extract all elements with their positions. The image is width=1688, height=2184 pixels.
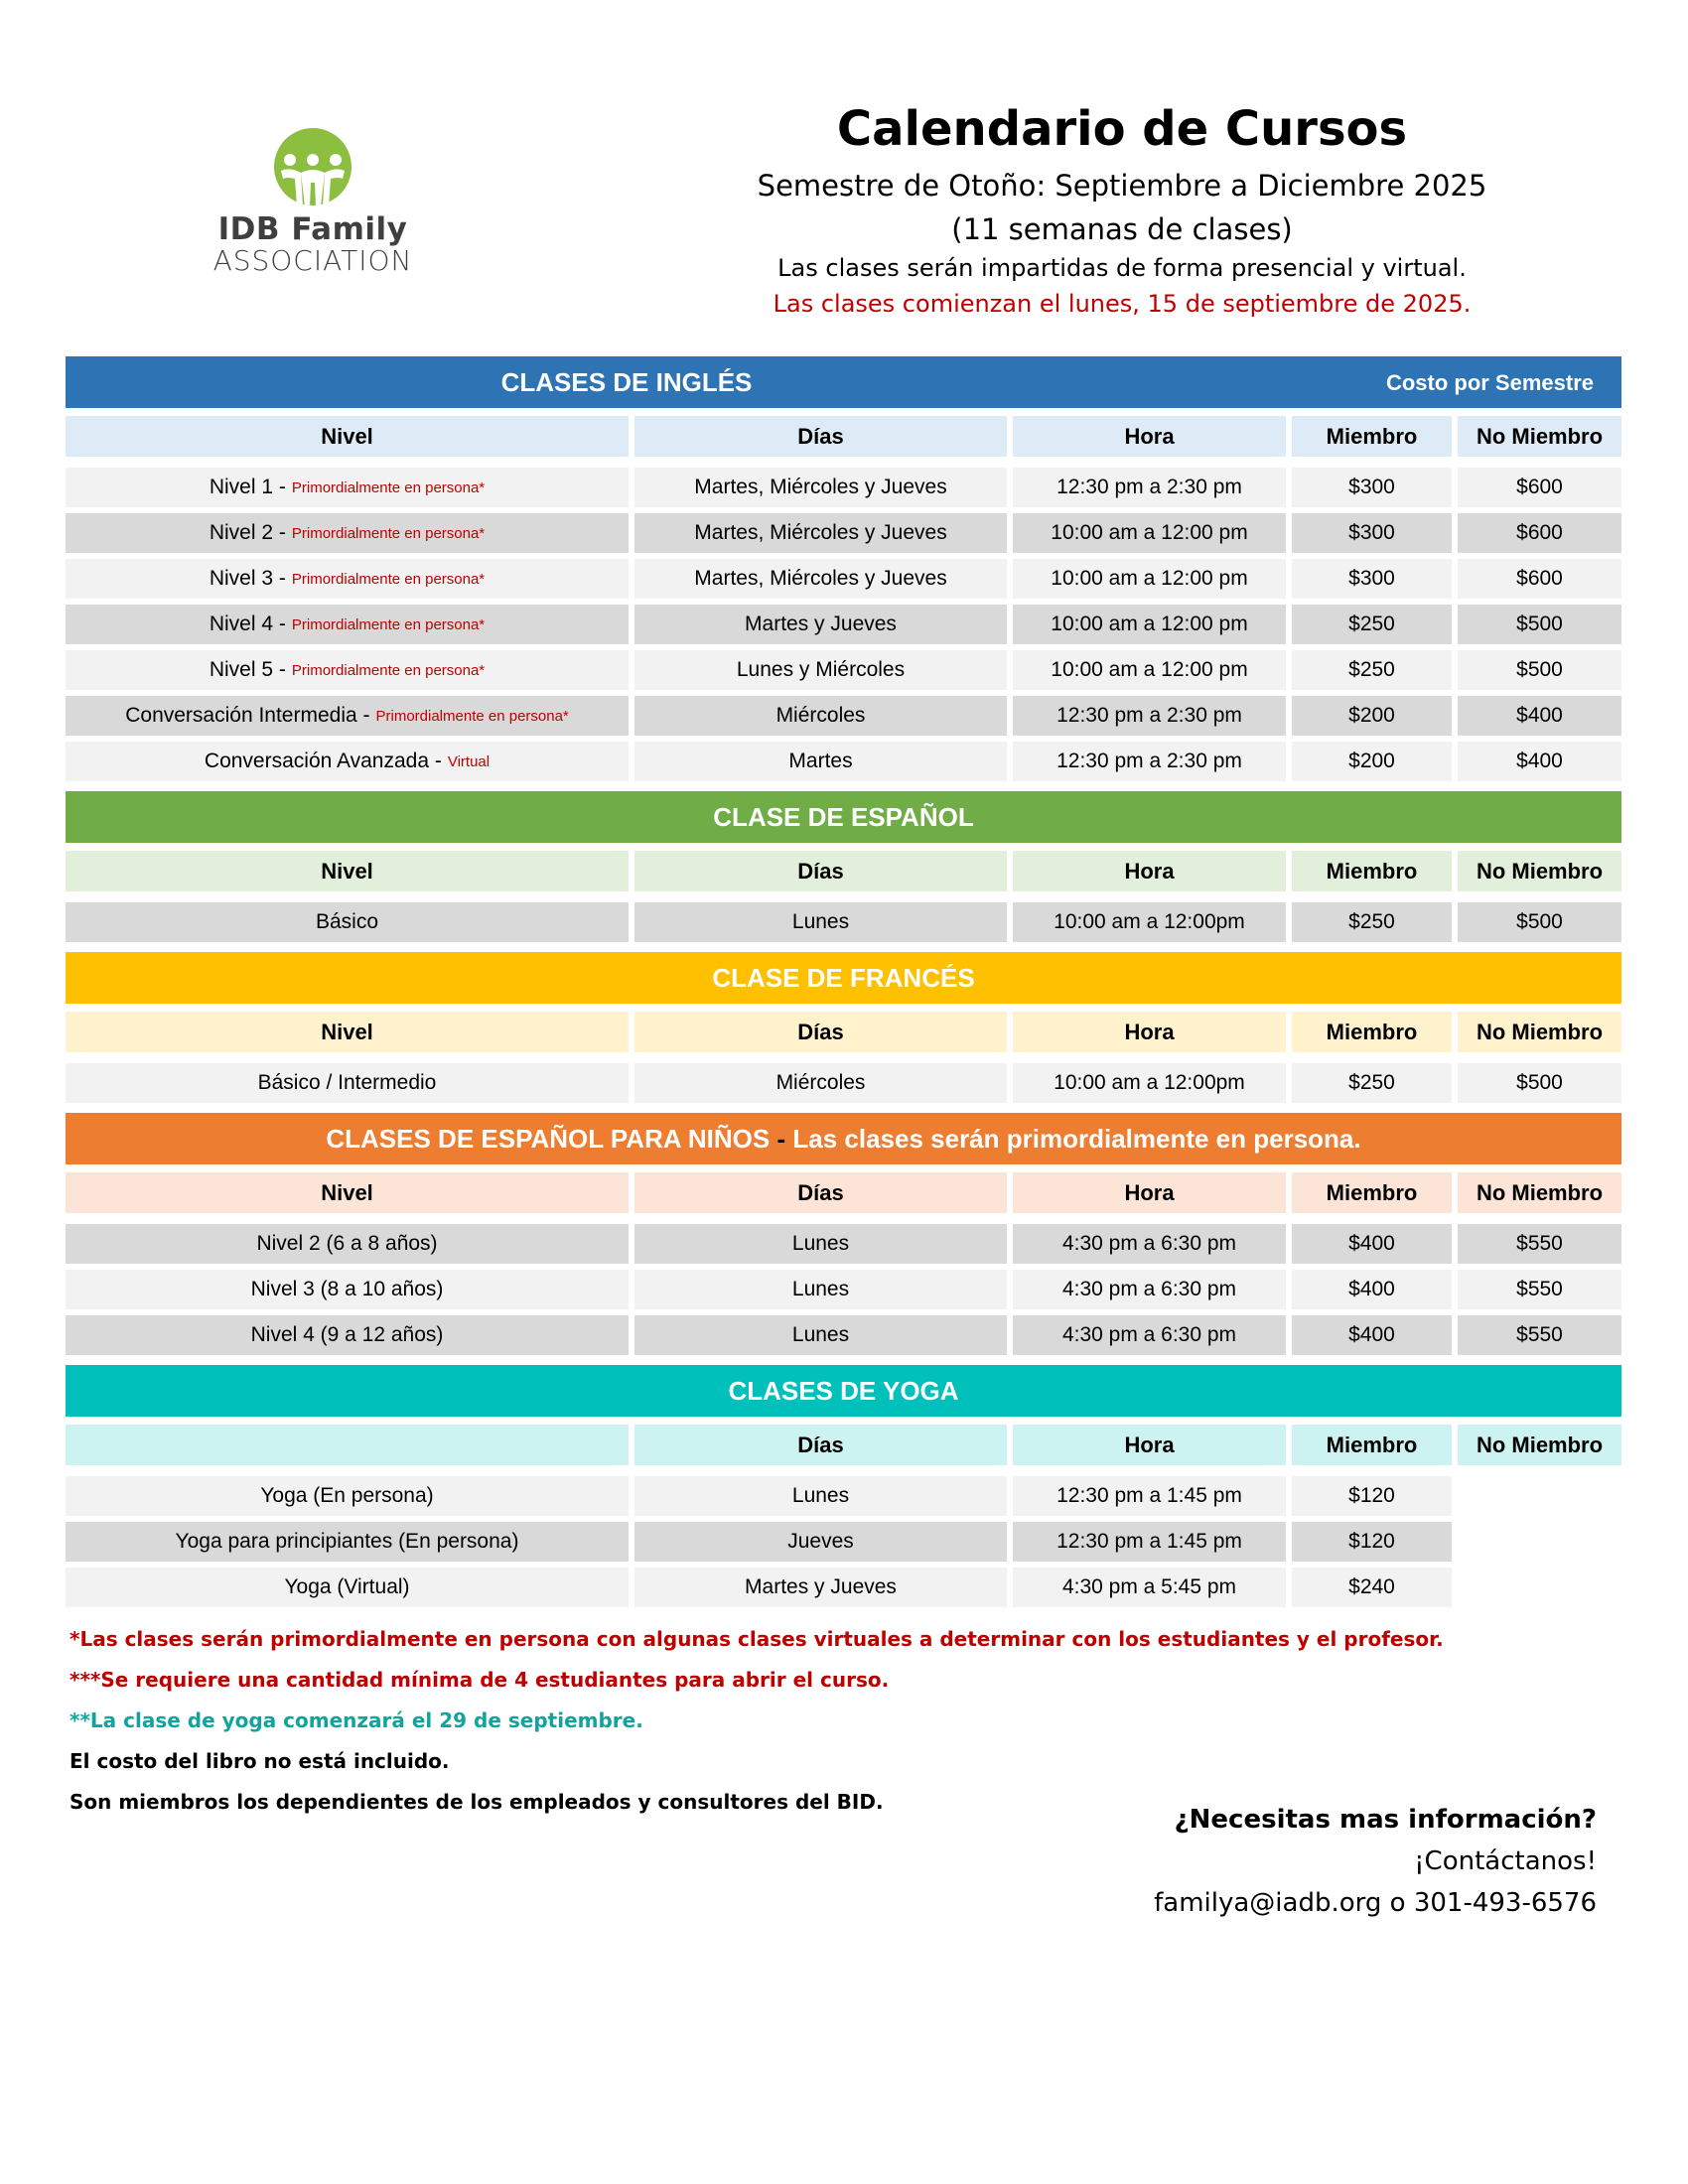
cell-no-miembro: $400: [1458, 696, 1621, 736]
modality-note: Primordialmente en persona*: [291, 615, 486, 633]
page-title: Calendario de Cursos: [836, 101, 1408, 157]
column-headers: [66, 1172, 1621, 1213]
level-name: Básico: [315, 910, 379, 933]
cell-no-miembro: $600: [1458, 468, 1621, 507]
col-hora: Hora: [1013, 1172, 1286, 1213]
section-title: CLASES DE INGLÉS: [500, 366, 753, 397]
cell-dias: Miércoles: [634, 1063, 1007, 1103]
semester-label: Semestre de Otoño: Septiembre a Diciembre 2025: [757, 169, 1487, 203]
cell-miembro: $240: [1292, 1568, 1452, 1607]
cell-hora: 12:30 pm a 2:30 pm: [1013, 742, 1286, 781]
cell-dias: Martes: [634, 742, 1007, 781]
cell-nivel: [66, 468, 629, 507]
cell-miembro: $300: [1292, 513, 1452, 553]
col-nivel: Nivel: [66, 1172, 629, 1213]
note-book-cost: El costo del libro no está incluido.: [70, 1749, 450, 1773]
table-row: [66, 650, 1621, 690]
cell-hora: 4:30 pm a 6:30 pm: [1013, 1270, 1286, 1309]
level-name: Nivel 3 -: [209, 567, 286, 590]
col-miembro: Miembro: [1292, 1425, 1452, 1465]
contact-cta: ¡Contáctanos!: [1414, 1846, 1597, 1876]
cell-nivel: [66, 1224, 629, 1264]
col-miembro: Miembro: [1292, 416, 1452, 457]
cell-miembro: $120: [1292, 1522, 1452, 1562]
table-row: [66, 696, 1621, 736]
cell-miembro: $300: [1292, 468, 1452, 507]
cell-no-miembro: [1458, 1522, 1621, 1562]
cell-dias: Lunes: [634, 1315, 1007, 1355]
section-header-yoga: [66, 1365, 1621, 1417]
table-row: [66, 1315, 1621, 1355]
section-title: CLASE DE FRANCÉS: [712, 962, 975, 993]
table-row: [66, 468, 1621, 507]
table-row: [66, 1270, 1621, 1309]
cell-no-miembro: $600: [1458, 513, 1621, 553]
cell-hora: 10:00 am a 12:00 pm: [1013, 605, 1286, 644]
level-name: Nivel 2 -: [209, 521, 286, 544]
cell-nivel: [66, 742, 629, 781]
level-name: Nivel 5 -: [209, 658, 286, 681]
note-yoga-start: **La clase de yoga comenzará el 29 de septiembre.: [70, 1708, 643, 1732]
logo-subtitle: ASSOCIATION: [212, 244, 413, 277]
col-hora: Hora: [1013, 1425, 1286, 1465]
modality-label: Las clases serán impartidas de forma presencial y virtual.: [777, 254, 1467, 282]
table-row: [66, 1522, 1621, 1562]
col-nivel: Nivel: [66, 416, 629, 457]
col-hora: Hora: [1013, 416, 1286, 457]
col-miembro: Miembro: [1292, 1172, 1452, 1213]
cell-no-miembro: [1458, 1568, 1621, 1607]
col-dias: Días: [634, 1172, 1007, 1213]
col-miembro: Miembro: [1292, 851, 1452, 891]
cell-hora: 10:00 am a 12:00 pm: [1013, 513, 1286, 553]
cell-no-miembro: $600: [1458, 559, 1621, 599]
column-headers: [66, 1012, 1621, 1052]
table-row: [66, 1476, 1621, 1516]
contact-block: [1154, 1805, 1597, 1930]
cell-nivel: [66, 1476, 629, 1516]
col-hora: Hora: [1013, 1012, 1286, 1052]
cell-no-miembro: $500: [1458, 1063, 1621, 1103]
cell-miembro: $400: [1292, 1315, 1452, 1355]
cell-dias: Lunes: [634, 1224, 1007, 1264]
cell-miembro: $200: [1292, 696, 1452, 736]
cell-hora: 10:00 am a 12:00pm: [1013, 902, 1286, 942]
cell-no-miembro: [1458, 1476, 1621, 1516]
col-nivel-empty: [66, 1425, 629, 1465]
col-nivel: Nivel: [66, 851, 629, 891]
cell-miembro: $400: [1292, 1224, 1452, 1264]
note-members: Son miembros los dependientes de los empleados y consultores del BID.: [70, 1790, 884, 1814]
cell-nivel: [66, 650, 629, 690]
cell-hora: 4:30 pm a 6:30 pm: [1013, 1315, 1286, 1355]
level-name: Nivel 4 -: [209, 613, 286, 635]
cell-hora: 4:30 pm a 5:45 pm: [1013, 1568, 1286, 1607]
modality-note: Primordialmente en persona*: [291, 524, 486, 542]
column-headers: [66, 416, 1621, 457]
cell-nivel: [66, 1315, 629, 1355]
table-row: [66, 513, 1621, 553]
cell-dias: Lunes: [634, 1270, 1007, 1309]
section-header-espanol: [66, 791, 1621, 843]
cell-hora: 10:00 am a 12:00 pm: [1013, 559, 1286, 599]
level-name: Básico / Intermedio: [257, 1071, 437, 1094]
cell-no-miembro: $500: [1458, 650, 1621, 690]
cell-miembro: $250: [1292, 1063, 1452, 1103]
level-name: Yoga (En persona): [260, 1484, 434, 1507]
modality-note: Primordialmente en persona*: [375, 707, 569, 725]
col-dias: Días: [634, 416, 1007, 457]
cell-dias: Lunes: [634, 1476, 1007, 1516]
cell-miembro: $250: [1292, 650, 1452, 690]
cell-hora: 10:00 am a 12:00pm: [1013, 1063, 1286, 1103]
cell-hora: 12:30 pm a 2:30 pm: [1013, 468, 1286, 507]
cell-nivel: [66, 902, 629, 942]
column-headers: [66, 1425, 1621, 1465]
table-row: [66, 1063, 1621, 1103]
cell-nivel: [66, 696, 629, 736]
cell-hora: 10:00 am a 12:00 pm: [1013, 650, 1286, 690]
start-date-label: Las clases comienzan el lunes, 15 de septiembre de 2025.: [773, 290, 1472, 318]
cell-no-miembro: $550: [1458, 1315, 1621, 1355]
weeks-label: (11 semanas de clases): [951, 212, 1293, 246]
contact-details[interactable]: familya@iadb.org o 301-493-6576: [1154, 1888, 1597, 1918]
cell-dias: Miércoles: [634, 696, 1007, 736]
section-header-ninos: [66, 1113, 1621, 1164]
cell-miembro: $300: [1292, 559, 1452, 599]
cell-dias: Martes y Jueves: [634, 1568, 1007, 1607]
col-hora: Hora: [1013, 851, 1286, 891]
cell-nivel: [66, 513, 629, 553]
cell-miembro: $120: [1292, 1476, 1452, 1516]
cell-hora: 12:30 pm a 1:45 pm: [1013, 1476, 1286, 1516]
cell-dias: Martes, Miércoles y Jueves: [634, 513, 1007, 553]
level-name: Nivel 3 (8 a 10 años): [250, 1278, 444, 1300]
table-row: [66, 605, 1621, 644]
col-no-miembro: No Miembro: [1458, 1172, 1621, 1213]
table-row: [66, 902, 1621, 942]
cell-nivel: [66, 1063, 629, 1103]
cell-dias: Lunes: [634, 902, 1007, 942]
col-miembro: Miembro: [1292, 1012, 1452, 1052]
cell-nivel: [66, 1270, 629, 1309]
cell-nivel: [66, 1522, 629, 1562]
cell-no-miembro: $550: [1458, 1270, 1621, 1309]
contact-question: ¿Necesitas mas información?: [1174, 1805, 1597, 1835]
table-row: [66, 1224, 1621, 1264]
section-subtitle: Las clases serán primordialmente en persona.: [792, 1123, 1361, 1154]
cell-miembro: $250: [1292, 605, 1452, 644]
note-in-person: *Las clases serán primordialmente en persona con algunas clases virtuales a determinar con los estudiantes y el profesor.: [70, 1627, 1444, 1651]
footnotes: [70, 1624, 1444, 1828]
cell-nivel: [66, 1568, 629, 1607]
cell-miembro: $200: [1292, 742, 1452, 781]
idb-family-logo: [199, 127, 427, 276]
cell-dias: Martes, Miércoles y Jueves: [634, 559, 1007, 599]
modality-note: Primordialmente en persona*: [291, 661, 486, 679]
col-no-miembro: No Miembro: [1458, 851, 1621, 891]
cell-dias: Lunes y Miércoles: [634, 650, 1007, 690]
cell-dias: Martes, Miércoles y Jueves: [634, 468, 1007, 507]
logo-title: IDB Family: [217, 211, 408, 247]
cell-hora: 12:30 pm a 1:45 pm: [1013, 1522, 1286, 1562]
cell-dias: Jueves: [634, 1522, 1007, 1562]
cell-hora: 12:30 pm a 2:30 pm: [1013, 696, 1286, 736]
cell-no-miembro: $500: [1458, 902, 1621, 942]
course-tables: [66, 356, 1621, 1607]
section-header-ingles: [66, 356, 1621, 408]
section-header-frances: [66, 952, 1621, 1004]
table-row: [66, 1568, 1621, 1607]
level-name: Yoga (Virtual): [284, 1575, 410, 1598]
col-no-miembro: No Miembro: [1458, 1012, 1621, 1052]
section-title: CLASES DE ESPAÑOL PARA NIÑOS: [326, 1123, 771, 1154]
level-name: Conversación Intermedia -: [125, 704, 370, 727]
col-dias: Días: [634, 1012, 1007, 1052]
modality-note: Virtual: [447, 752, 491, 770]
level-name: Yoga para principiantes (En persona): [175, 1530, 519, 1553]
modality-note: Primordialmente en persona*: [291, 570, 486, 588]
section-title: CLASES DE YOGA: [728, 1375, 959, 1406]
col-nivel: Nivel: [66, 1012, 629, 1052]
cell-nivel: [66, 559, 629, 599]
note-min-students: ***Se requiere una cantidad mínima de 4 estudiantes para abrir el curso.: [70, 1668, 890, 1692]
table-row: [66, 559, 1621, 599]
table-row: [66, 742, 1621, 781]
cell-nivel: [66, 605, 629, 644]
cell-miembro: $250: [1292, 902, 1452, 942]
column-headers: [66, 851, 1621, 891]
col-dias: Días: [634, 851, 1007, 891]
cell-no-miembro: $500: [1458, 605, 1621, 644]
cell-no-miembro: $400: [1458, 742, 1621, 781]
col-dias: Días: [634, 1425, 1007, 1465]
level-name: Nivel 2 (6 a 8 años): [256, 1232, 438, 1255]
col-no-miembro: No Miembro: [1458, 1425, 1621, 1465]
level-name: Nivel 1 -: [209, 476, 286, 498]
cost-per-semester-label: Costo por Semestre: [1385, 370, 1594, 395]
col-no-miembro: No Miembro: [1458, 416, 1621, 457]
cell-miembro: $400: [1292, 1270, 1452, 1309]
modality-note: Primordialmente en persona*: [291, 478, 486, 496]
cell-no-miembro: $550: [1458, 1224, 1621, 1264]
cell-dias: Martes y Jueves: [634, 605, 1007, 644]
family-people-icon: [273, 127, 352, 206]
title-separator: -: [776, 1123, 786, 1154]
level-name: Nivel 4 (9 a 12 años): [250, 1323, 444, 1346]
section-title: CLASE DE ESPAÑOL: [713, 801, 974, 832]
level-name: Conversación Avanzada -: [204, 750, 442, 772]
cell-hora: 4:30 pm a 6:30 pm: [1013, 1224, 1286, 1264]
